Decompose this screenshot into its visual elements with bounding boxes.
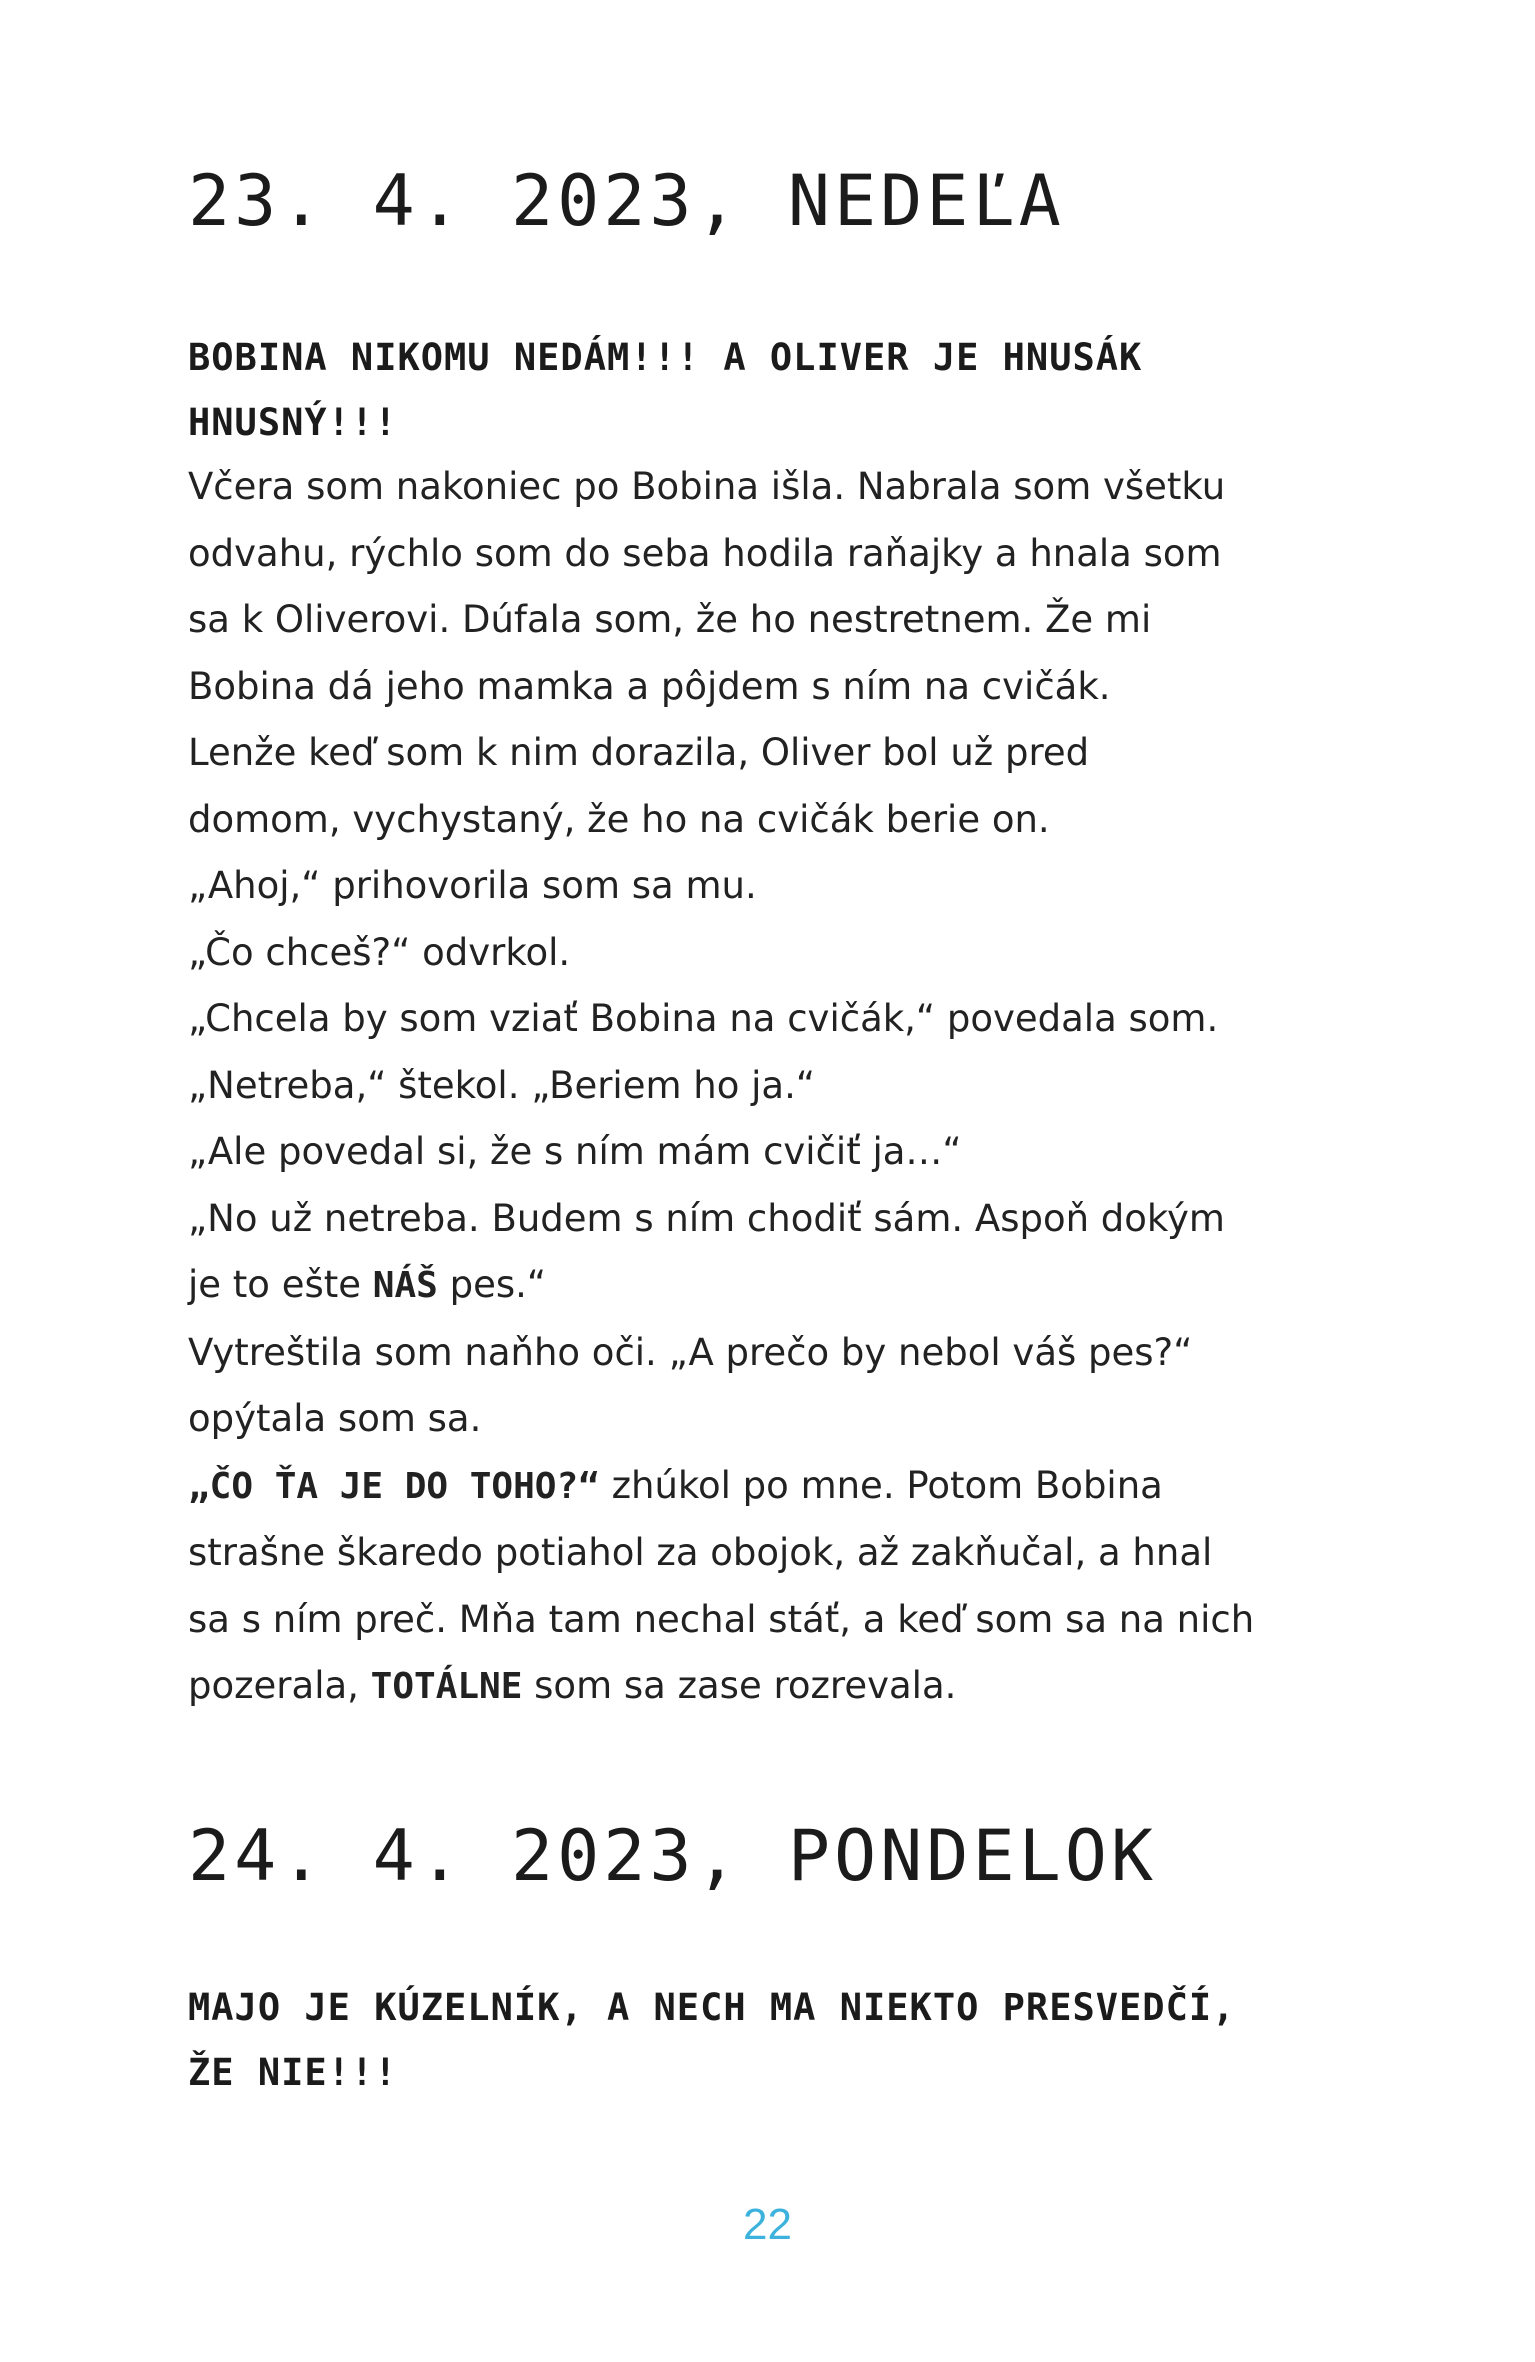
body-line: Vytreštila som naňho oči. „A prečo by nebol váš pes?“ xyxy=(188,1330,1193,1374)
emphasis-shout: „ČO ŤA JE DO TOHO?“ xyxy=(188,1465,600,1507)
body-line: Lenže keď som k nim dorazila, Oliver bol už pred xyxy=(188,731,1090,774)
entry-date-heading: 24. 4. 2023, PONDELOK xyxy=(188,1815,1158,1897)
body-line: Bobina dá jeho mamka a pôjdem s ním na cvičák. xyxy=(188,664,1111,708)
emphasis-word: NÁŠ xyxy=(372,1265,438,1306)
emphasis-word: TOTÁLNE xyxy=(370,1666,523,1707)
dialogue-line: „Čo chceš?“ odvrkol. xyxy=(188,930,571,974)
body-line: Včera som nakoniec po Bobina išla. Nabrala som všetku xyxy=(188,465,1226,508)
page-number: 22 xyxy=(743,2200,792,2249)
dialogue-line: „No už netreba. Budem s ním chodiť sám. Aspoň dokým xyxy=(188,1196,1225,1240)
text-run: je to ešte xyxy=(188,1263,373,1306)
text-run: zhúkol po mne. Potom Bobina xyxy=(599,1463,1163,1507)
body-line: sa s ním preč. Mňa tam nechal stáť, a keď som sa na nich xyxy=(188,1597,1255,1641)
text-run: som sa zase rozrevala. xyxy=(522,1664,957,1707)
body-line-emphasis xyxy=(188,1653,1308,1721)
dialogue-line: „Ale povedal si, že s ním mám cvičiť ja…“ xyxy=(188,1130,962,1173)
body-line: opýtala som sa. xyxy=(188,1397,482,1440)
text-run: pozerala, xyxy=(188,1664,371,1707)
book-page xyxy=(188,0,1348,2362)
body-line: strašne škaredo potiahol za obojok, až zakňučal, a hnal xyxy=(188,1531,1213,1574)
entry-subheading: MAJO JE KÚZELNÍK, A NECH MA NIEKTO PRESVEDČÍ, ŽE NIE!!! xyxy=(188,1986,1236,2094)
text-run: pes.“ xyxy=(437,1263,547,1306)
body-line: odvahu, rýchlo som do seba hodila raňajky a hnala som xyxy=(188,531,1222,575)
dialogue-line: „Chcela by som vziať Bobina na cvičák,“ povedala som. xyxy=(188,997,1219,1040)
body-line-emphasis xyxy=(188,1453,1308,1521)
body-line: sa k Oliverovi. Dúfala som, že ho nestretnem. Že mi xyxy=(188,598,1152,641)
body-line-emphasis xyxy=(188,1252,1308,1320)
dialogue-line: „Netreba,“ štekol. „Beriem ho ja.“ xyxy=(188,1063,816,1107)
entry-body xyxy=(188,454,1308,1721)
body-line: domom, vychystaný, že ho na cvičák berie on. xyxy=(188,797,1050,841)
entry-subheading: BOBINA NIKOMU NEDÁM!!! A OLIVER JE HNUSÁK HNUSNÝ!!! xyxy=(188,336,1143,444)
dialogue-line: „Ahoj,“ prihovorila som sa mu. xyxy=(188,864,757,907)
entry-date-heading: 23. 4. 2023, NEDEĽA xyxy=(188,160,1065,242)
